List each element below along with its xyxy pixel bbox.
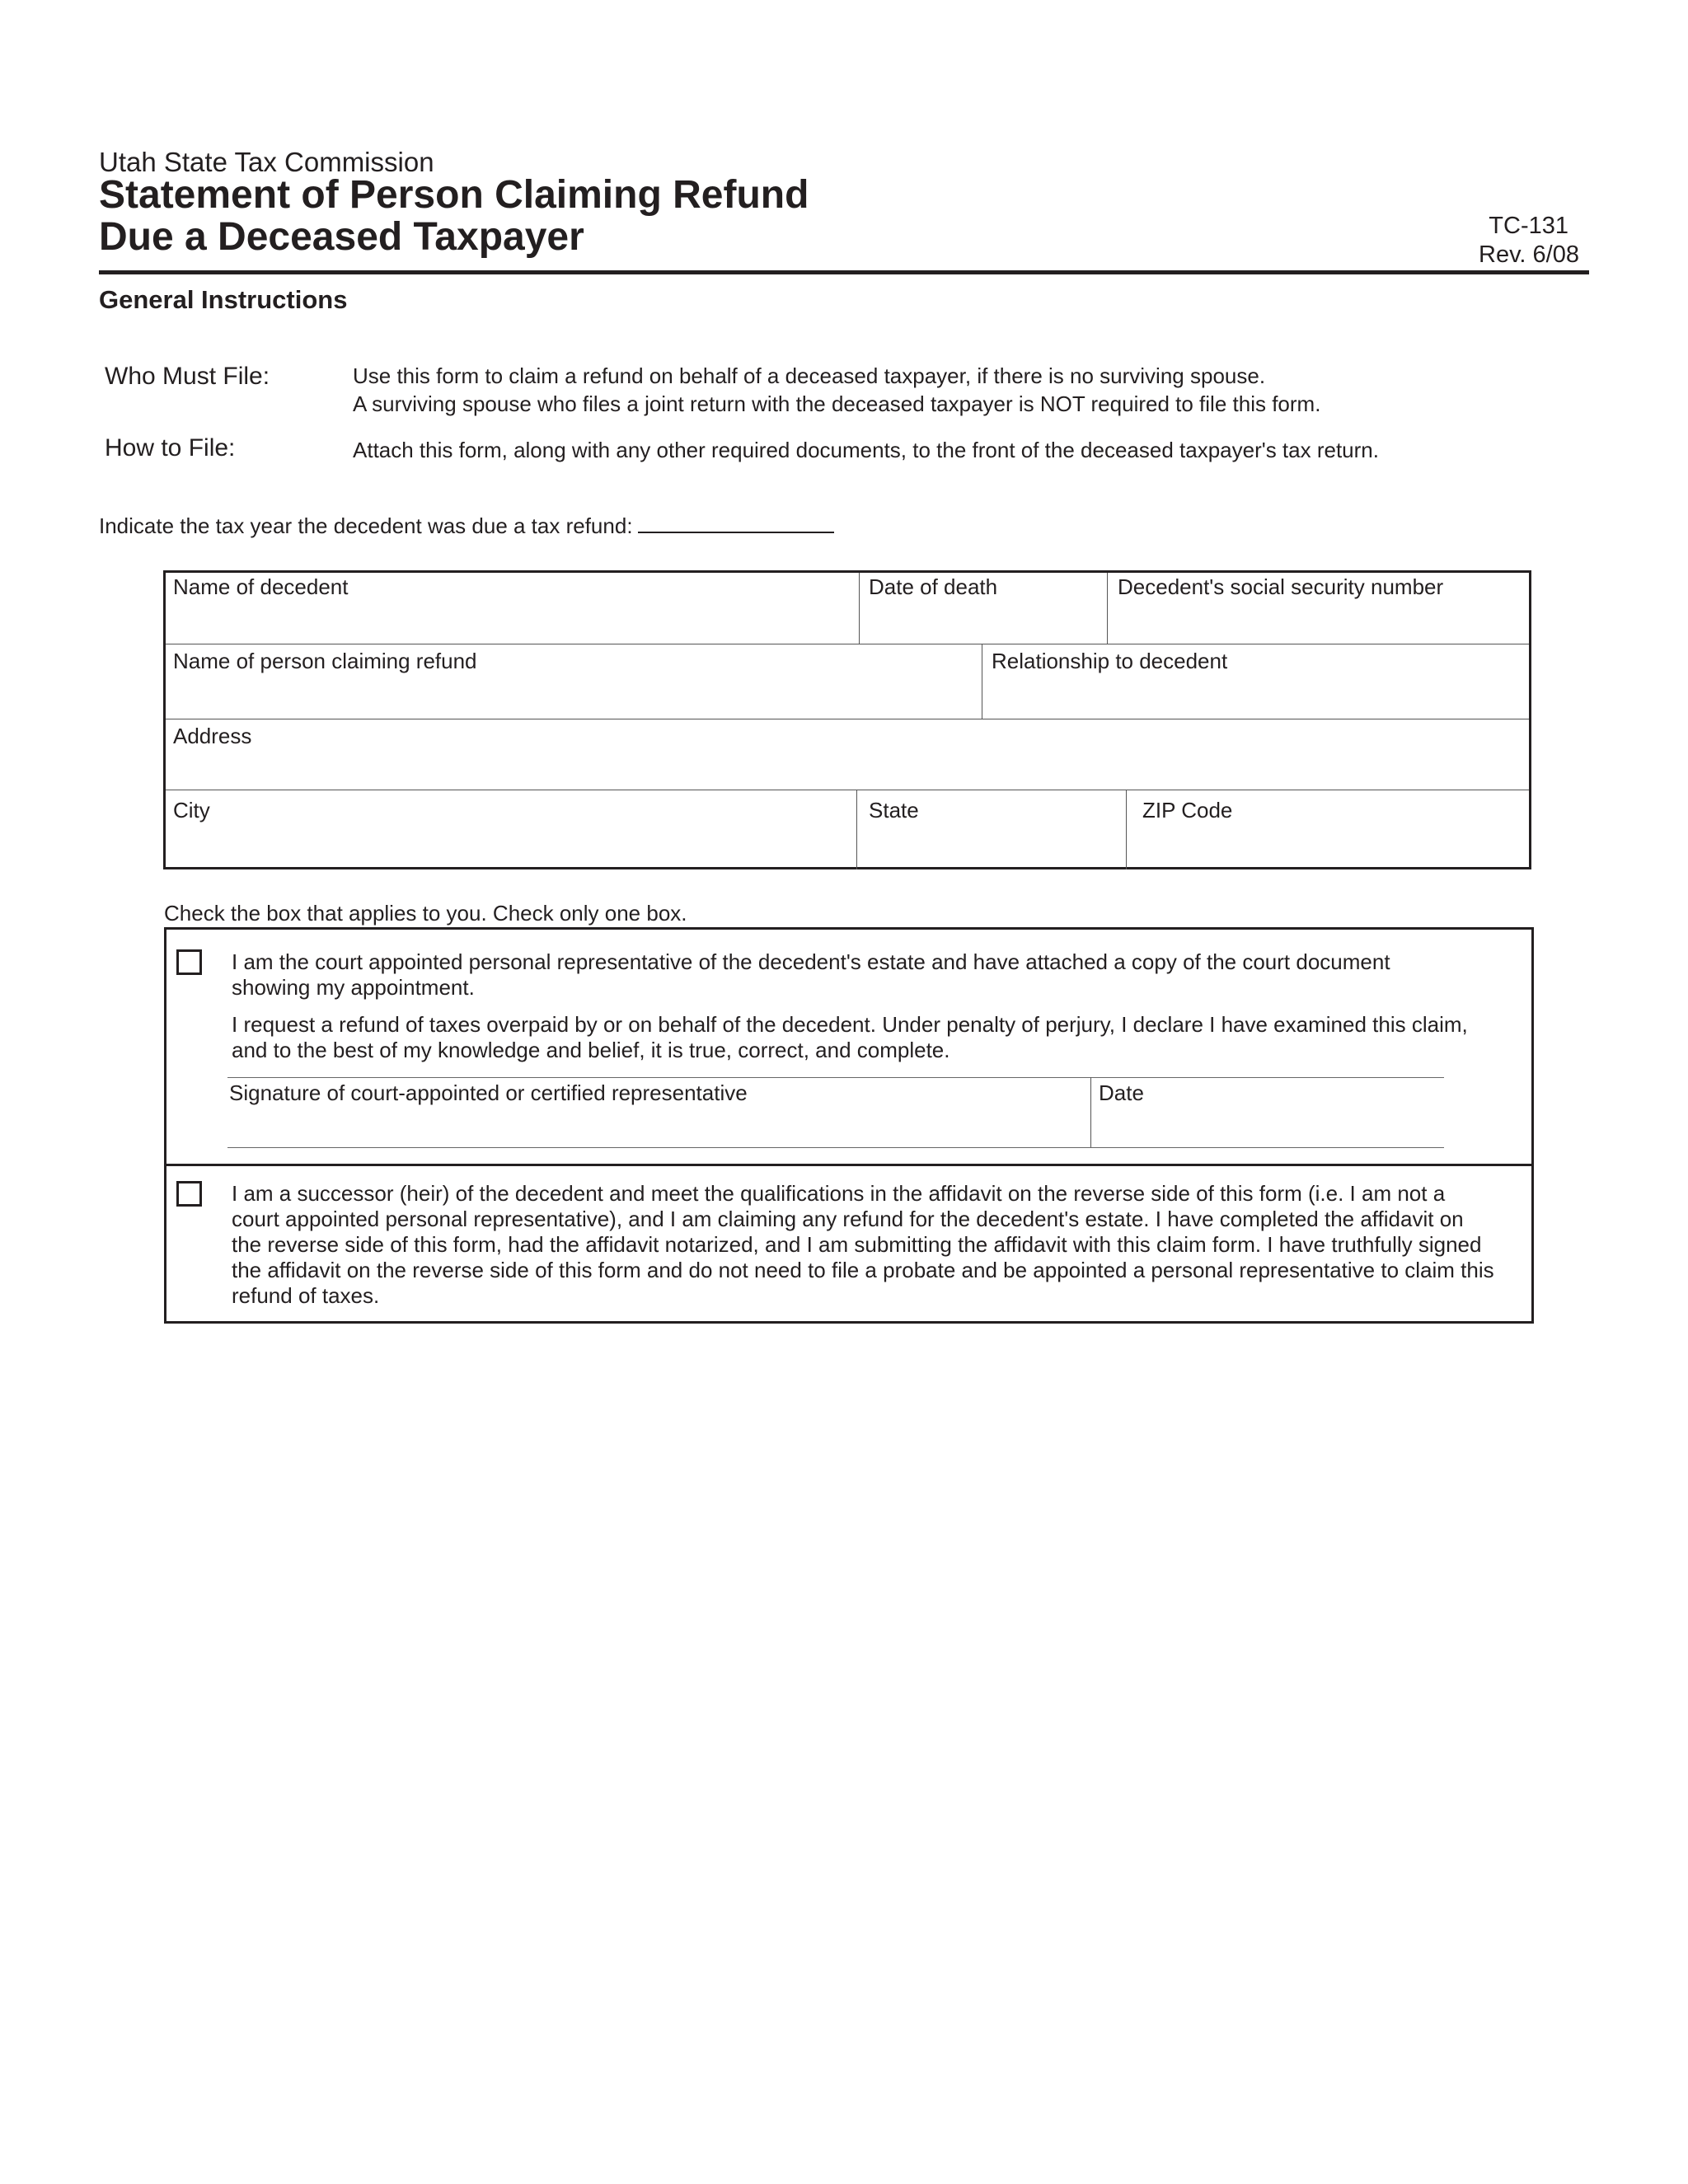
form-number: TC-131 — [1489, 213, 1568, 239]
tax-year-label: Indicate the tax year the decedent was due a tax refund: — [99, 513, 633, 538]
decedent-ssn-field[interactable]: Decedent's social security number — [1118, 574, 1444, 599]
how-to-file-text: Attach this form, along with any other required documents, to the front of the deceased taxpayer's tax return. — [353, 438, 1379, 462]
how-to-file-label: How to File: — [105, 434, 236, 462]
option1-line: I am the court appointed personal representative of the decedent's estate and have attached a copy of the court document — [232, 949, 1390, 974]
form-title-line1: Statement of Person Claiming Refund — [99, 173, 809, 217]
who-must-file-label: Who Must File: — [105, 363, 270, 390]
header-rule — [99, 270, 1589, 274]
state-field[interactable]: State — [869, 798, 919, 823]
agency-name: Utah State Tax Commission — [99, 147, 434, 177]
column-divider — [859, 573, 860, 644]
form-title-line2: Due a Deceased Taxpayer — [99, 215, 584, 259]
option2-line: court appointed personal representative), and I am claiming any refund for the decedent's estate. I have completed the affidavit on — [232, 1207, 1464, 1231]
successor-heir-checkbox[interactable] — [176, 1181, 202, 1207]
option1-line: showing my appointment. — [232, 975, 475, 1000]
claimant-options-box — [164, 927, 1534, 1324]
taxpayer-info-table — [163, 570, 1531, 869]
form-revision: Rev. 6/08 — [1479, 241, 1579, 268]
representative-signature-field[interactable]: Signature of court-appointed or certified representative — [229, 1080, 748, 1105]
option1-line: I request a refund of taxes overpaid by or on behalf of the decedent. Under penalty of perjury, I declare I have examined this claim, — [232, 1012, 1468, 1037]
city-field[interactable]: City — [173, 798, 210, 823]
option2-line: refund of taxes. — [232, 1283, 380, 1308]
tax-year-row — [99, 513, 834, 539]
date-of-death-field[interactable]: Date of death — [869, 574, 998, 599]
option1-text — [232, 949, 1468, 1063]
tax-year-input[interactable] — [638, 513, 834, 533]
column-divider — [1126, 790, 1127, 869]
option2-text — [232, 1181, 1494, 1309]
claimant-name-field[interactable]: Name of person claiming refund — [173, 649, 477, 673]
court-representative-checkbox[interactable] — [176, 949, 202, 975]
column-divider — [856, 790, 857, 869]
signature-date-divider — [1090, 1077, 1091, 1147]
signature-bottom-rule — [227, 1147, 1444, 1148]
signature-top-rule — [227, 1077, 1444, 1078]
option2-line: I am a successor (heir) of the decedent and meet the qualifications in the affidavit on the reverse side of this form (i.e. I am not a — [232, 1181, 1446, 1206]
column-divider — [1107, 573, 1108, 644]
relationship-field[interactable]: Relationship to decedent — [992, 649, 1228, 673]
name-of-decedent-field[interactable]: Name of decedent — [173, 574, 349, 599]
signature-date-field[interactable]: Date — [1099, 1080, 1144, 1105]
instructions-heading: General Instructions — [99, 285, 348, 314]
who-must-file-line1: Use this form to claim a refund on behalf of a deceased taxpayer, if there is no surviving spouse. — [353, 363, 1266, 388]
options-divider — [166, 1164, 1531, 1166]
option2-line: the affidavit on the reverse side of this form and do not need to file a probate and be appointed a personal representative to claim this — [232, 1258, 1494, 1282]
address-field[interactable]: Address — [173, 724, 252, 748]
zip-code-field[interactable]: ZIP Code — [1142, 798, 1233, 823]
option1-line: and to the best of my knowledge and belief, it is true, correct, and complete. — [232, 1038, 950, 1062]
who-must-file-line2: A surviving spouse who files a joint return with the deceased taxpayer is NOT required to file this form. — [353, 391, 1321, 416]
check-box-instruction: Check the box that applies to you. Check only one box. — [164, 901, 687, 926]
option2-line: the reverse side of this form, had the affidavit notarized, and I am submitting the affidavit with this claim form. I have truthfully signed — [232, 1232, 1482, 1257]
